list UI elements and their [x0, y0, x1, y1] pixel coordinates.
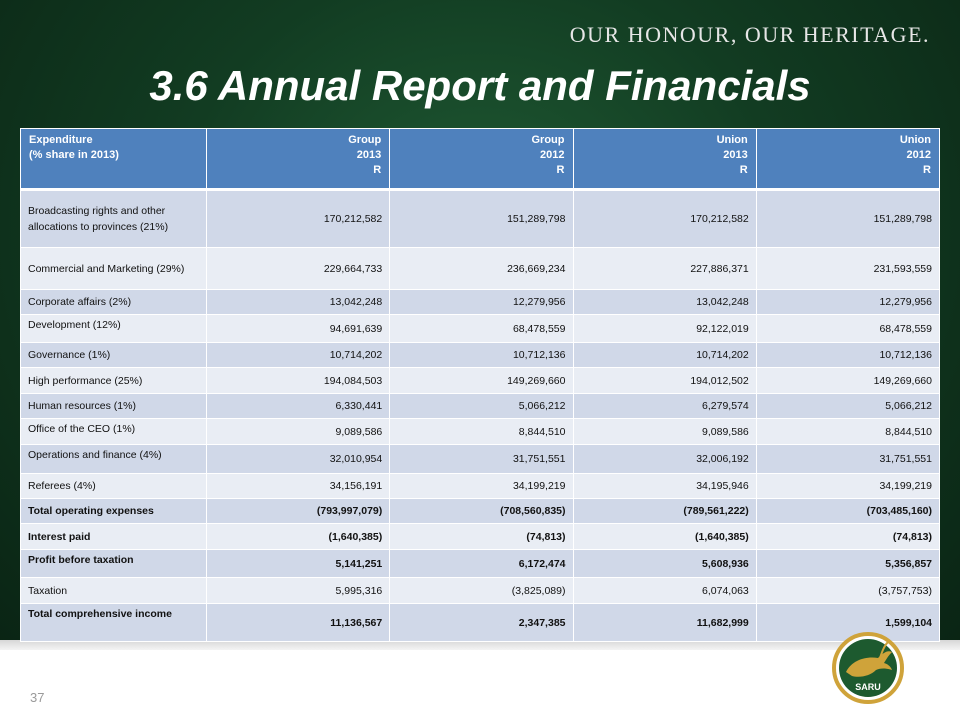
cell-value: 10,714,202 — [573, 343, 756, 368]
cell-value: 227,886,371 — [573, 248, 756, 290]
row-label: Interest paid — [21, 524, 207, 550]
cell-value: 170,212,582 — [573, 190, 756, 248]
cell-value: 9,089,586 — [207, 419, 390, 445]
column-header-line: Group — [531, 134, 565, 146]
cell-value: 10,712,136 — [390, 343, 573, 368]
column-header-line: R — [373, 164, 382, 176]
column-header-line: R — [923, 164, 931, 176]
motto: OUR HONOUR, OUR HERITAGE. — [569, 22, 930, 47]
cell-value: 9,089,586 — [573, 419, 756, 445]
column-header-group-2013 — [207, 129, 390, 190]
cell-value: 194,084,503 — [207, 368, 390, 394]
financials-table — [20, 128, 940, 642]
cell-value: 5,608,936 — [573, 550, 756, 578]
column-header-expenditure — [21, 129, 207, 190]
row-label: Corporate affairs (2%) — [21, 290, 207, 315]
cell-value: 32,006,192 — [573, 445, 756, 474]
table-row — [21, 290, 940, 315]
column-header-line: 2012 — [906, 149, 931, 161]
column-header-line: Union — [899, 134, 931, 146]
cell-value: 12,279,956 — [390, 290, 573, 315]
table-row — [21, 343, 940, 368]
cell-value: 2,347,385 — [390, 604, 573, 642]
table-row — [21, 315, 940, 343]
cell-value: 13,042,248 — [573, 290, 756, 315]
cell-value: 8,844,510 — [756, 419, 939, 445]
column-header-line: R — [739, 164, 748, 176]
cell-value: 94,691,639 — [207, 315, 390, 343]
saru-logo — [822, 630, 914, 706]
column-header-union-2012 — [756, 129, 939, 190]
cell-value: 34,156,191 — [207, 474, 390, 499]
logo-text: SARU — [855, 682, 881, 692]
page-title: 3.6 Annual Report and Financials — [149, 62, 811, 109]
cell-value: 31,751,551 — [756, 445, 939, 474]
row-label: Broadcasting rights and other allocations to provinces (21%) — [21, 190, 207, 248]
column-header-line: 2013 — [356, 149, 382, 161]
cell-value: 149,269,660 — [390, 368, 573, 394]
cell-value: (1,640,385) — [573, 524, 756, 550]
cell-value: 231,593,559 — [756, 248, 939, 290]
cell-value: (1,640,385) — [207, 524, 390, 550]
cell-value: 6,330,441 — [207, 394, 390, 419]
table-row — [21, 368, 940, 394]
cell-value: (3,757,753) — [756, 578, 939, 604]
cell-value: (74,813) — [756, 524, 939, 550]
cell-value: 34,195,946 — [573, 474, 756, 499]
cell-value: 151,289,798 — [756, 190, 939, 248]
column-header-line: Group — [348, 134, 382, 146]
column-header-line: (% share in 2013) — [29, 149, 119, 161]
table-row — [21, 499, 940, 524]
cell-value: 6,074,063 — [573, 578, 756, 604]
table-row — [21, 248, 940, 290]
cell-value: 6,172,474 — [390, 550, 573, 578]
row-label: Commercial and Marketing (29%) — [21, 248, 207, 290]
cell-value: 5,141,251 — [207, 550, 390, 578]
row-label: High performance (25%) — [21, 368, 207, 394]
cell-value: 8,844,510 — [390, 419, 573, 445]
cell-value: 13,042,248 — [207, 290, 390, 315]
cell-value: 31,751,551 — [390, 445, 573, 474]
row-label: Taxation — [21, 578, 207, 604]
row-label: Referees (4%) — [21, 474, 207, 499]
cell-value: (703,485,160) — [756, 499, 939, 524]
cell-value: 32,010,954 — [207, 445, 390, 474]
cell-value: 149,269,660 — [756, 368, 939, 394]
row-label: Total operating expenses — [21, 499, 207, 524]
cell-value: 5,356,857 — [756, 550, 939, 578]
column-header-line: Expenditure — [29, 134, 93, 146]
cell-value: 68,478,559 — [390, 315, 573, 343]
cell-value: 5,995,316 — [207, 578, 390, 604]
cell-value: 194,012,502 — [573, 368, 756, 394]
table-row — [21, 445, 940, 474]
column-header-line: 2013 — [723, 149, 748, 161]
table-row — [21, 190, 940, 248]
table-row — [21, 524, 940, 550]
cell-value: 5,066,212 — [756, 394, 939, 419]
row-label: Governance (1%) — [21, 343, 207, 368]
column-header-line: R — [556, 164, 565, 176]
table-row — [21, 419, 940, 445]
row-label: Development (12%) — [21, 315, 207, 343]
cell-value: (74,813) — [390, 524, 573, 550]
cell-value: 92,122,019 — [573, 315, 756, 343]
row-label: Human resources (1%) — [21, 394, 207, 419]
cell-value: 236,669,234 — [390, 248, 573, 290]
column-header-line: Union — [716, 134, 748, 146]
cell-value: 10,712,136 — [756, 343, 939, 368]
cell-value: 170,212,582 — [207, 190, 390, 248]
cell-value: 11,682,999 — [573, 604, 756, 642]
table-header-row — [21, 129, 940, 190]
cell-value: 12,279,956 — [756, 290, 939, 315]
cell-value: 10,714,202 — [207, 343, 390, 368]
cell-value: 229,664,733 — [207, 248, 390, 290]
row-label: Office of the CEO (1%) — [21, 419, 207, 445]
row-label: Profit before taxation — [21, 550, 207, 578]
cell-value: (793,997,079) — [207, 499, 390, 524]
cell-value: 68,478,559 — [756, 315, 939, 343]
column-header-group-2012 — [390, 129, 573, 190]
cell-value: (708,560,835) — [390, 499, 573, 524]
table-row — [21, 394, 940, 419]
row-label: Operations and finance (4%) — [21, 445, 207, 474]
cell-value: 34,199,219 — [756, 474, 939, 499]
cell-value: 5,066,212 — [390, 394, 573, 419]
cell-value: (789,561,222) — [573, 499, 756, 524]
cell-value: (3,825,089) — [390, 578, 573, 604]
page-number: 37 — [30, 690, 45, 705]
table-row — [21, 578, 940, 604]
cell-value: 6,279,574 — [573, 394, 756, 419]
column-header-union-2013 — [573, 129, 756, 190]
column-header-line: 2012 — [540, 149, 565, 161]
table-row — [21, 550, 940, 578]
table-row — [21, 474, 940, 499]
table-row — [21, 604, 940, 642]
cell-value: 1,599,104 — [756, 604, 939, 642]
cell-value: 11,136,567 — [207, 604, 390, 642]
cell-value: 34,199,219 — [390, 474, 573, 499]
row-label: Total comprehensive income — [21, 604, 207, 642]
cell-value: 151,289,798 — [390, 190, 573, 248]
